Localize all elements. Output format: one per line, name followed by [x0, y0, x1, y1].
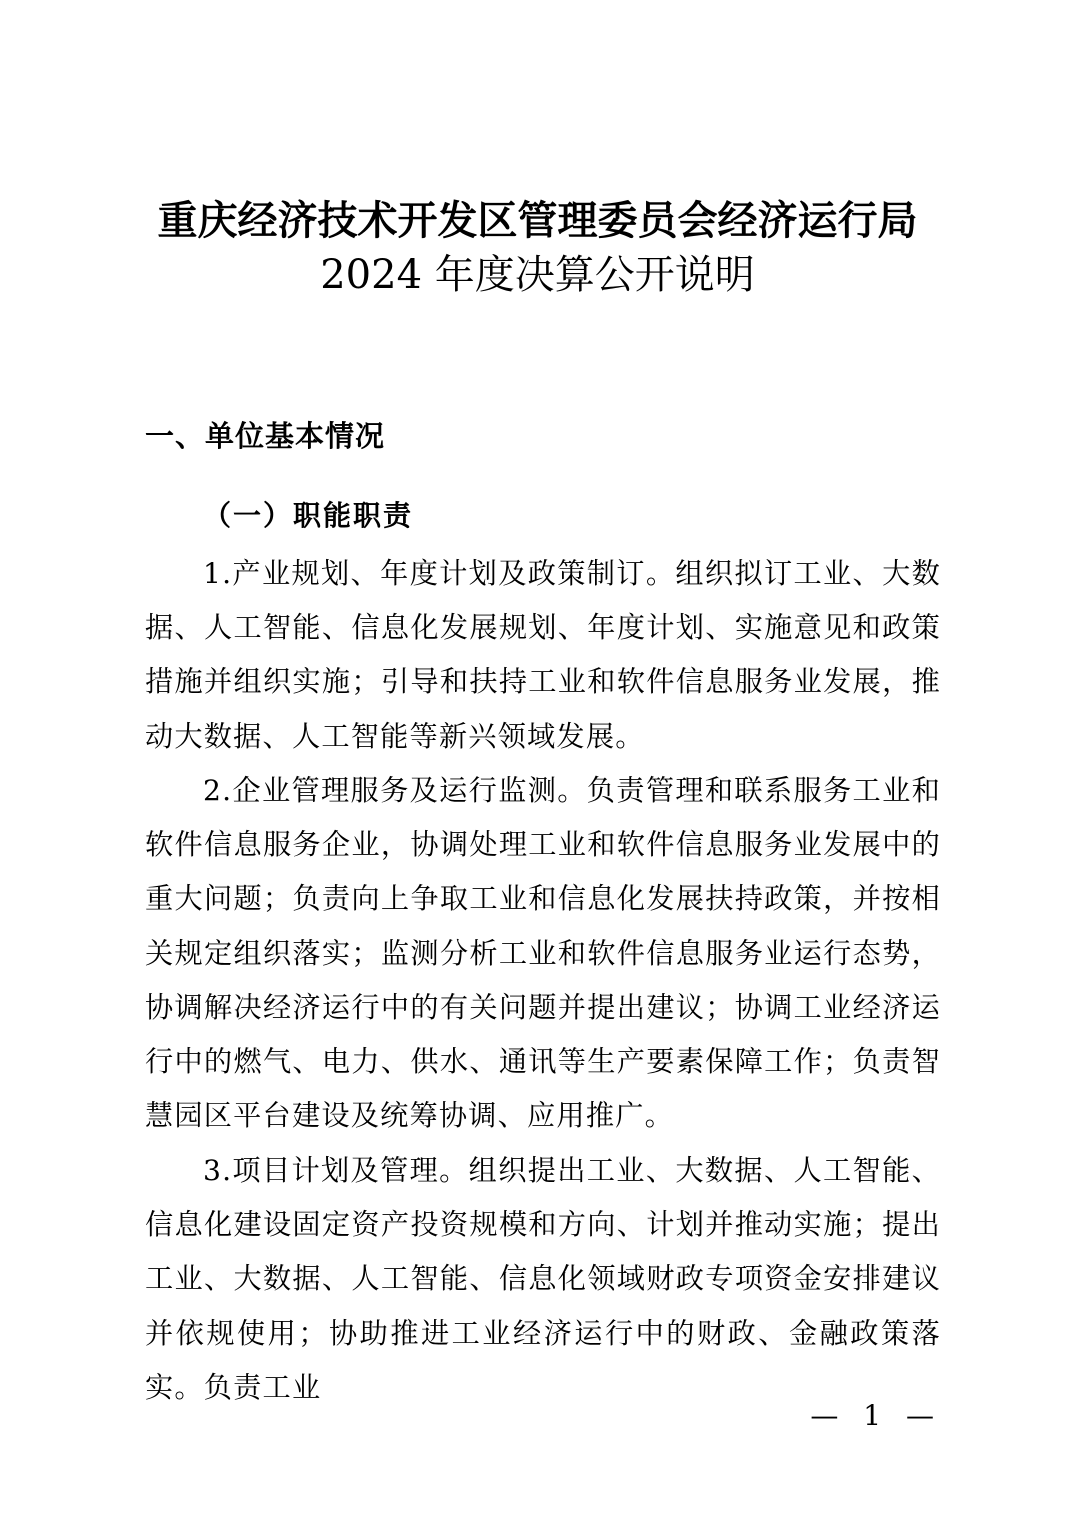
paragraph-3: 3.项目计划及管理。组织提出工业、大数据、人工智能、信息化建设固定资产投资规模和方向、计划并推动实施；提出工业、大数据、人工智能、信息化领域财政专项资金安排建议并依规使用；协助推进工业经济运行中的财政、金融政策落实。负责工业 — [145, 1154, 941, 1404]
paragraph-2: 2.企业管理服务及运行监测。负责管理和联系服务工业和软件信息服务企业，协调处理工业和软件信息服务业发展中的重大问题；负责向上争取工业和信息化发展扶持政策，并按相关规定组织落实；监测分析工业和软件信息服务业运行态势，协调解决经济运行中的有关问题并提出建议；协调工业经济运行中的燃气、电力、供水、通讯等生产要素保障工作；负责智慧园区平台建设及统筹协调、应用推广。 — [145, 774, 941, 1133]
page-number: — 1 — — [810, 1399, 942, 1432]
paragraph-1: 1.产业规划、年度计划及政策制订。组织拟订工业、大数据、人工智能、信息化发展规划、年度计划、实施意见和政策措施并组织实施；引导和扶持工业和软件信息服务业发展，推动大数据、人工智能等新兴领域发展。 — [145, 557, 941, 753]
document-title-line-1: 重庆经济技术开发区管理委员会经济运行局 — [157, 197, 918, 244]
subsection-heading: （一）职能职责 — [203, 499, 414, 532]
section-heading: 一、单位基本情况 — [145, 419, 386, 453]
document-title-line-2: 2024 年度决算公开说明 — [320, 252, 755, 298]
